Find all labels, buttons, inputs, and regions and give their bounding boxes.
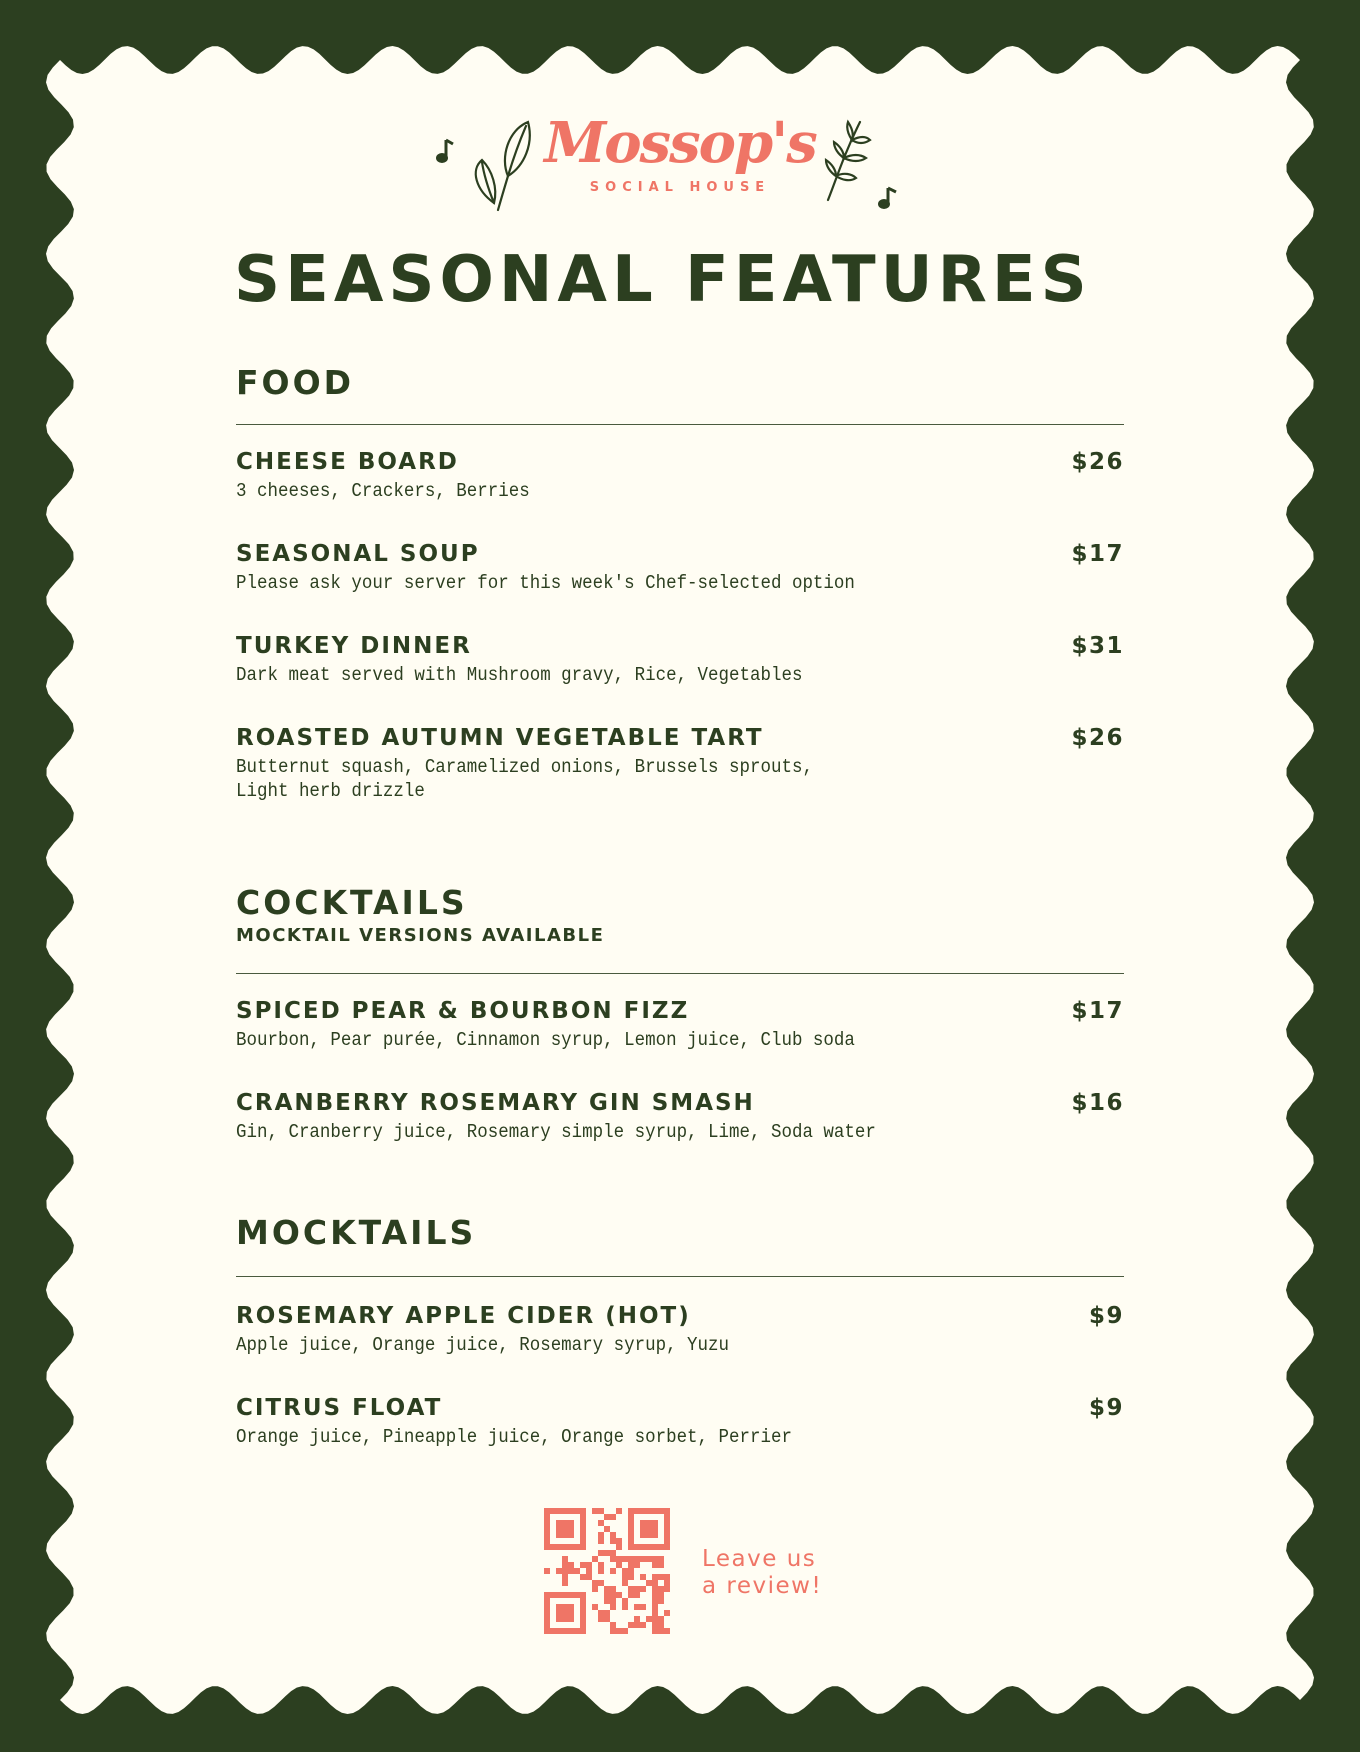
section-cocktails <box>236 882 1124 1144</box>
menu-item <box>236 1301 1124 1357</box>
item-description-line: Bourbon, Pear purée, Cinnamon syrup, Lemon juice, Club soda <box>236 1029 855 1051</box>
music-note-icon <box>438 140 454 162</box>
review-text-line: Leave us <box>702 1546 817 1572</box>
section-divider <box>236 973 1124 974</box>
item-description <box>236 755 813 803</box>
brand-logo <box>540 110 820 195</box>
section-subtitle: MOCKTAIL VERSIONS AVAILABLE <box>236 925 605 946</box>
item-name: ROSEMARY APPLE CIDER (HOT) <box>236 1303 691 1329</box>
section-mocktails <box>236 1212 1124 1449</box>
item-description <box>236 479 788 503</box>
item-description-line: Orange juice, Pineapple juice, Orange sorbet, Perrier <box>236 1426 792 1448</box>
review-block <box>544 1508 844 1638</box>
item-price: $26 <box>1071 449 1124 475</box>
item-description <box>236 1028 855 1052</box>
item-price: $31 <box>1071 633 1124 659</box>
item-name: CRANBERRY ROSEMARY GIN SMASH <box>236 1090 755 1116</box>
item-name: CHEESE BOARD <box>236 449 459 475</box>
item-price: $16 <box>1071 1090 1124 1116</box>
qr-code-icon[interactable] <box>544 1508 670 1634</box>
item-name: CITRUS FLOAT <box>236 1395 443 1421</box>
item-description <box>236 1425 792 1449</box>
item-name: TURKEY DINNER <box>236 633 472 659</box>
menu-item <box>236 996 1124 1052</box>
item-description-line: Gin, Cranberry juice, Rosemary simple syrup, Lime, Soda water <box>236 1121 876 1143</box>
sprig-icon <box>826 122 870 200</box>
item-price: $17 <box>1071 541 1124 567</box>
review-text-line: a review! <box>702 1573 823 1599</box>
item-price: $26 <box>1071 725 1124 751</box>
item-price: $17 <box>1071 998 1124 1024</box>
brand-name: Mossop's <box>544 110 816 176</box>
menu-item <box>236 447 1124 503</box>
section-food <box>236 362 1124 803</box>
leaf-icon <box>476 122 530 210</box>
item-name: SPICED PEAR & BOURBON FIZZ <box>236 998 690 1024</box>
menu-item <box>236 539 1124 595</box>
music-note-icon <box>880 188 897 208</box>
item-description-line: Please ask your server for this week's Chef-selected option <box>236 572 855 594</box>
menu-item <box>236 723 1124 803</box>
item-price: $9 <box>1088 1395 1124 1421</box>
review-text <box>702 1546 862 1600</box>
section-divider <box>236 424 1124 425</box>
brand-tagline: SOCIAL HOUSE <box>589 180 771 195</box>
item-price: $9 <box>1088 1303 1124 1329</box>
menu-item <box>236 1088 1124 1144</box>
item-description-line: 3 cheeses, Crackers, Berries <box>236 480 530 502</box>
menu-item <box>236 1393 1124 1449</box>
item-description <box>236 1333 788 1357</box>
section-title: MOCKTAILS <box>236 1213 477 1252</box>
item-description-line: Dark meat served with Mushroom gravy, Rice, Vegetables <box>236 664 803 686</box>
section-divider <box>236 1276 1124 1277</box>
item-name: SEASONAL SOUP <box>236 541 480 567</box>
item-description-line: Light herb drizzle <box>236 780 425 802</box>
item-description-line: Butternut squash, Caramelized onions, Brussels sprouts, <box>236 756 813 778</box>
section-title: FOOD <box>236 363 355 402</box>
page-title: SEASONAL FEATURES <box>234 243 1092 317</box>
item-name: ROASTED AUTUMN VEGETABLE TART <box>236 725 764 751</box>
section-title: COCKTAILS <box>236 883 468 922</box>
item-description <box>236 571 855 595</box>
menu-item <box>236 631 1124 687</box>
item-description-line: Apple juice, Orange juice, Rosemary syrup, Yuzu <box>236 1334 730 1356</box>
item-description <box>236 1120 876 1144</box>
item-description <box>236 663 803 687</box>
